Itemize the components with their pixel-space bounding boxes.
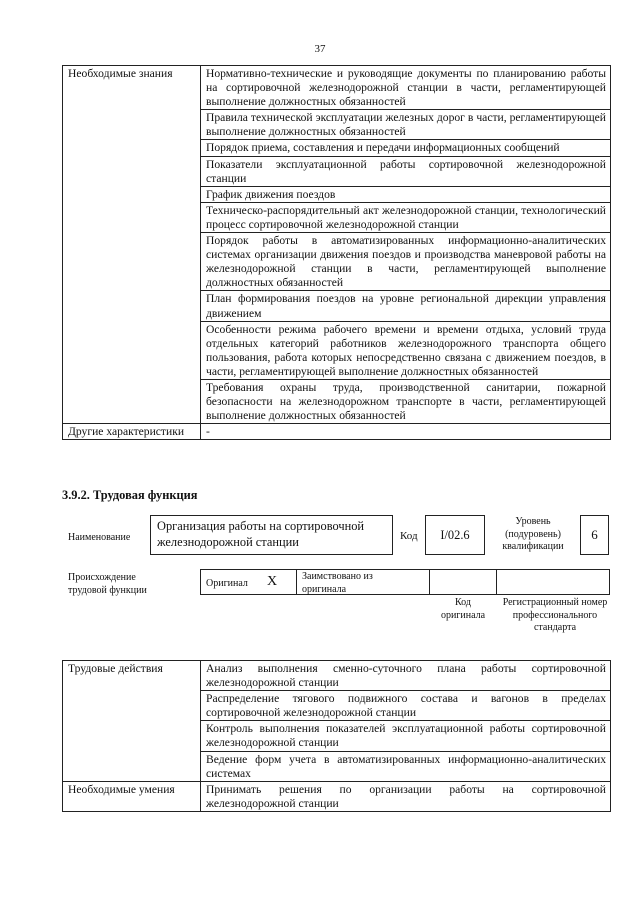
level-label: Уровень (подуровень) квалификации [502,516,564,552]
table-cell: Техническо-распорядительный акт железнодорожной станции, технологический процесс сортировочной железнодорожной станции [201,202,611,232]
original-mark: X [267,574,278,589]
reg-number-caption: Регистрационный номер профессионального стандарта [502,597,608,633]
table-row [63,781,611,811]
section-heading: 3.9.2. Трудовая функция [62,488,198,502]
code-label: Код [400,530,418,542]
table-row [63,66,611,110]
table-cell: Анализ выполнения сменно-суточного плана работы сортировочной железнодорожной станции [201,661,611,691]
table-cell: Правила технической эксплуатации железных дорог в части, регламентирующей выполнение должностных обязанностей [201,110,611,140]
table-cell: Особенности режима рабочего времени и времени отдыха, условий труда отдельных категорий работников железнодорожного транспорта общего пользования, работа которых непосредственно связана с движением поездов, в части, регламентирующей выполнение должностных обязанностей [201,321,611,379]
original-label: Оригинал [206,578,248,589]
row-label-skills: Необходимые умения [63,781,201,811]
actions-table [62,660,611,812]
table-cell: График движения поездов [201,186,611,202]
function-name-box: Организация работы на сортировочной железнодорожной станции [150,515,393,555]
code-value-box: I/02.6 [425,515,485,555]
borrowed-label: Заимствовано из оригинала [302,571,373,595]
table-cell: - [201,424,611,440]
level-value-box: 6 [580,515,609,555]
divider [429,569,430,595]
table-cell: Контроль выполнения показателей эксплуатационной работы сортировочной железнодорожной станции [201,721,611,751]
table-row [63,661,611,691]
table-row [63,424,611,440]
table-cell: Распределение тягового подвижного состава и вагонов в пределах сортировочной железнодорожной станции [201,691,611,721]
row-label-other: Другие характеристики [63,424,201,440]
knowledge-table [62,65,611,440]
code-original-caption: Код оригинала [440,597,486,621]
table-cell: Показатели эксплуатационной работы сортировочной железнодорожной станции [201,156,611,186]
table-cell: План формирования поездов на уровне региональной дирекции управления движением [201,291,611,321]
name-label: Наименование [68,532,131,543]
table-cell: Требования охраны труда, производственной санитарии, пожарной безопасности на железнодорожном транспорте в части, регламентирующей выполнение должностных обязанностей [201,379,611,423]
table-cell: Нормативно-технические и руководящие документы по планированию работы на сортировочной железнодорожной станции в части, регламентирующей выполнение должностных обязанностей [201,66,611,110]
divider [496,569,497,595]
table-cell: Порядок приема, составления и передачи информационных сообщений [201,140,611,156]
origin-label: Происхождение трудовой функции [68,572,147,596]
row-label-knowledge: Необходимые знания [63,66,201,424]
row-label-actions: Трудовые действия [63,661,201,782]
divider [296,569,297,595]
page-number: 37 [314,43,326,55]
table-cell: Принимать решения по организации работы на сортировочной железнодорожной станции [201,781,611,811]
table-cell: Порядок работы в автоматизированных информационно-аналитических системах организации движения поездов и производства маневровой работы на железнодорожной станции в части, регламентирующей выполнение должностных обязанностей [201,233,611,291]
table-cell: Ведение форм учета в автоматизированных информационно-аналитических системах [201,751,611,781]
